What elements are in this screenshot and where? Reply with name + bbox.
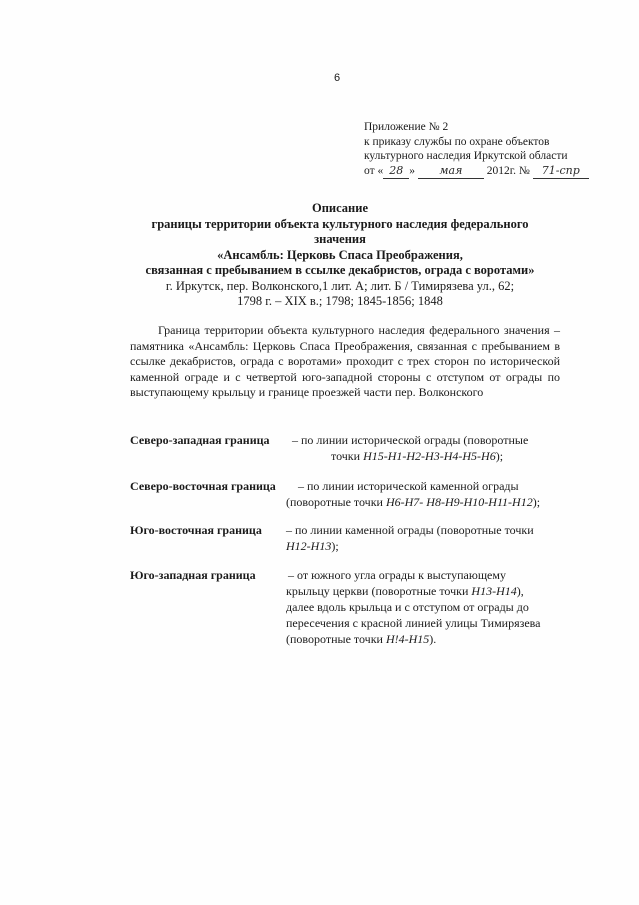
document-title: [120, 201, 560, 310]
title-line-5: связанная с пребыванием в ссылке декабристов, ограда с воротами»: [145, 263, 535, 277]
handwritten-day: 28: [383, 164, 409, 180]
appendix-line-3: культурного наследия Иркутской области: [364, 150, 568, 162]
handwritten-month: мая: [418, 164, 484, 180]
border-label: Северо-западная граница: [130, 433, 270, 447]
appendix-date-line: [364, 164, 614, 180]
border-text-line-4: пересечения с красной линией улицы Тимирязева: [286, 616, 541, 630]
date-year: 2012г. №: [486, 164, 530, 177]
border-text-line-3: далее вдоль крыльца и с отступом от ограды до: [286, 600, 529, 614]
border-text-line-2: Н12-Н13);: [286, 539, 339, 553]
border-northeast: [130, 478, 570, 514]
border-southwest: [130, 567, 570, 651]
border-northwest: [130, 432, 570, 468]
appendix-line-2: к приказу службы по охране объектов: [364, 135, 550, 148]
border-text-line-2: крыльцу церкви (поворотные точки Н13-Н14),: [286, 584, 524, 598]
border-text-line-1: – от южного угла ограды к выступающему: [288, 568, 506, 582]
boundary-paragraph: Граница территории объекта культурного наследия федерального значения – памятника «Ансамбль: Церковь Спаса Преображения, связанная с пребыванием в ссылке декабристов, ограда с воротами» проходит с трех сторон по исторической каменной ограде и с четвертой юго-западной стороны с отступом от ограды по выступающему крыльцу и границе проезжей части пер. Волконского: [130, 323, 560, 399]
dates-line: 1798 г. – XIX в.; 1798; 1845-1856; 1848: [237, 294, 443, 308]
border-text-line-2: точки Н15-Н1-Н2-Н3-Н4-Н5-Н6);: [331, 449, 504, 463]
appendix-line-1: Приложение № 2: [364, 121, 449, 133]
date-prefix: от «: [364, 164, 384, 177]
border-text-line-1: – по линии каменной ограды (поворотные точки: [286, 523, 534, 537]
title-line-2: границы территории объекта культурного наследия федерального: [151, 216, 529, 231]
border-text-line-5: (поворотные точки Н!4-Н15).: [286, 632, 437, 646]
appendix-header: [364, 120, 614, 179]
border-label: Северо-восточная граница: [130, 479, 276, 493]
border-label: Юго-восточная граница: [130, 523, 262, 537]
title-line-1: Описание: [311, 201, 369, 215]
title-line-3: значения: [314, 232, 366, 246]
address-line: г. Иркутск, пер. Волконского,1 лит. А; лит. Б / Тимирязева ул., 62;: [165, 278, 515, 293]
date-mid: »: [409, 164, 415, 177]
handwritten-order-number: 71-спр: [533, 164, 589, 180]
page-number: 6: [334, 72, 341, 84]
border-text-line-1: – по линии исторической каменной ограды: [298, 479, 519, 493]
border-text-line-1: – по линии исторической ограды (поворотные: [292, 433, 529, 447]
border-southeast: [130, 522, 570, 558]
title-line-4: «Ансамбль: Церковь Спаса Преображения,: [217, 247, 463, 262]
border-label: Юго-западная граница: [130, 568, 256, 582]
border-text-line-2: (поворотные точки Н6-Н7- Н8-Н9-Н10-Н11-Н12);: [286, 495, 541, 509]
